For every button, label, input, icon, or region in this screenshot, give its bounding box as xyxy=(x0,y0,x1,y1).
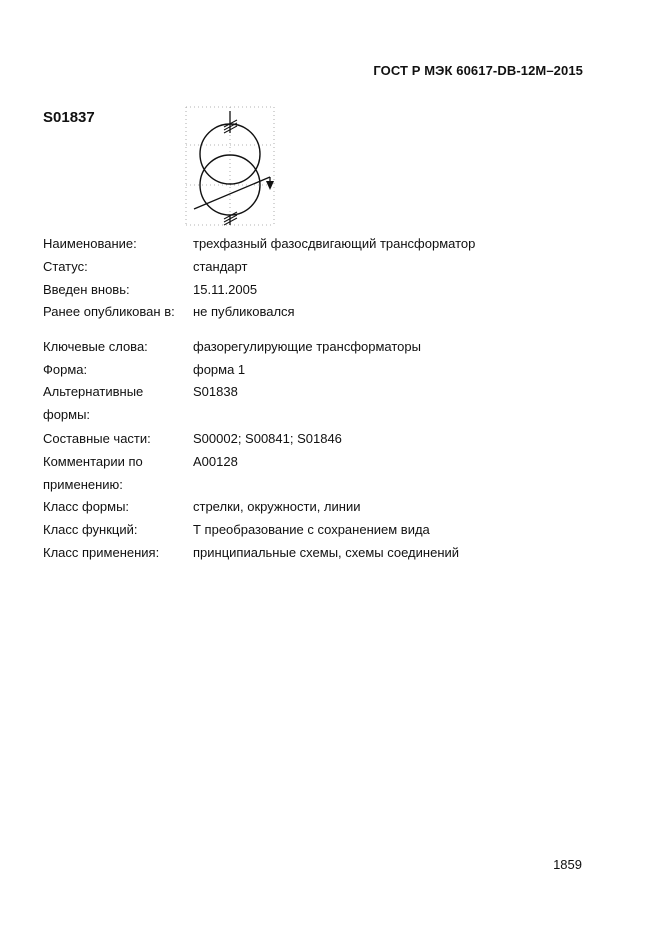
field-label: Класс функций: xyxy=(43,522,138,537)
field-value: трехфазный фазосдвигающий трансформатор xyxy=(193,236,476,251)
field-value: Т преобразование с сохранением вида xyxy=(193,522,430,537)
phase-shifting-transformer-symbol-icon xyxy=(180,103,280,228)
field-label: Форма: xyxy=(43,362,88,377)
page-number: 1859 xyxy=(553,857,582,872)
field-label xyxy=(43,381,188,426)
field-value: S00002; S00841; S01846 xyxy=(193,431,342,446)
field-value: фазорегулирующие трансформаторы xyxy=(193,339,421,354)
field-value: стрелки, окружности, линии xyxy=(193,499,361,514)
field-label: Класс применения: xyxy=(43,545,160,560)
field-label-line: формы: xyxy=(43,406,91,422)
field-label: Статус: xyxy=(43,259,88,274)
field-value: принципиальные схемы, схемы соединений xyxy=(193,545,460,560)
field-label: Составные части: xyxy=(43,431,151,446)
field-label: Ключевые слова: xyxy=(43,339,148,354)
field-label xyxy=(43,451,188,496)
field-label-line: Альтернативные xyxy=(43,384,144,399)
field-value: форма 1 xyxy=(193,362,246,377)
field-value: 15.11.2005 xyxy=(193,282,258,297)
field-label-line: Комментарии по xyxy=(43,454,143,469)
field-value: стандарт xyxy=(193,259,248,274)
field-label: Ранее опубликован в: xyxy=(43,304,175,319)
page-header: ГОСТ Р МЭК 60617-DB-12M–2015 xyxy=(373,63,583,78)
field-label-line: применению: xyxy=(43,476,123,492)
field-label: Введен вновь: xyxy=(43,282,130,297)
field-label: Наименование: xyxy=(43,236,137,251)
field-value: S01838 xyxy=(193,384,238,399)
field-value: A00128 xyxy=(193,454,238,469)
field-label: Класс формы: xyxy=(43,499,130,514)
field-value: не публиковался xyxy=(193,304,295,319)
symbol-code: S01837 xyxy=(43,109,95,126)
